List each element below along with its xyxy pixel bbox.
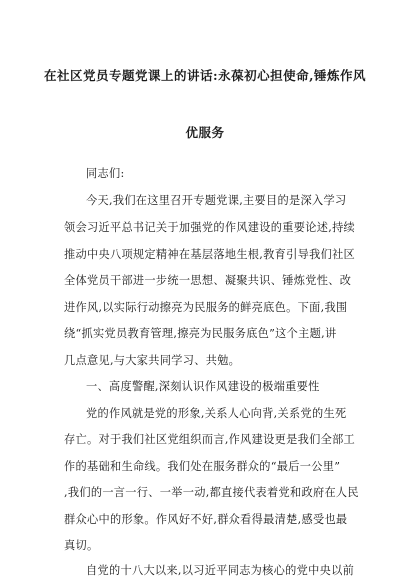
paragraph-line: 党的作风就是党的形象,关系人心向背,关系党的生死	[86, 407, 347, 420]
paragraph-line: 群众心中的形象。作风好不好,群众看得最清楚,感受也最	[64, 513, 348, 526]
paragraph-line: 自党的十八大以来,以习近平同志为核心的党中央以前	[86, 564, 355, 577]
document-title-line-2: 优服务	[185, 125, 225, 140]
paragraph-line: 领会习近平总书记关于加强党的作风建设的重要论述,持续	[64, 221, 356, 234]
paragraph-line: 推动中央八项规定精神在基层落地生根,教育引导我们社区	[64, 248, 356, 261]
paragraph-line: 今天,我们在这里召开专题党课,主要目的是深入学习	[86, 194, 347, 207]
paragraph-line: 绕“抓实党员教育管理,擦亮为民服务底色”这个主题,讲	[64, 327, 337, 340]
paragraph-line: 几点意见,与大家共同学习、共勉。	[64, 354, 241, 367]
section-heading: 一、高度警醒,深刻认识作风建设的极端重要性	[86, 380, 320, 393]
paragraph-line: 全体党员干部进一步统一思想、凝聚共识、锤炼党性、改	[64, 274, 352, 287]
paragraph-line: 进作风,以实际行动擦亮为民服务的鲜亮底色。下面,我围	[64, 301, 348, 314]
paragraph-line: 存亡。对于我们社区党组织而言,作风建设更是我们全部工	[64, 433, 356, 446]
paragraph-line: 作的基础和生命线。我们处在服务群众的“最后一公里”	[64, 460, 341, 473]
paragraph-line: ,我们的一言一行、一举一动,都直接代表着党和政府在人民	[64, 486, 359, 499]
document-title-line-1: 在社区党员专题党课上的讲话:永葆初心担使命,锤炼作风	[44, 68, 366, 83]
salutation: 同志们:	[86, 167, 125, 180]
paragraph-line: 真切。	[64, 539, 99, 552]
